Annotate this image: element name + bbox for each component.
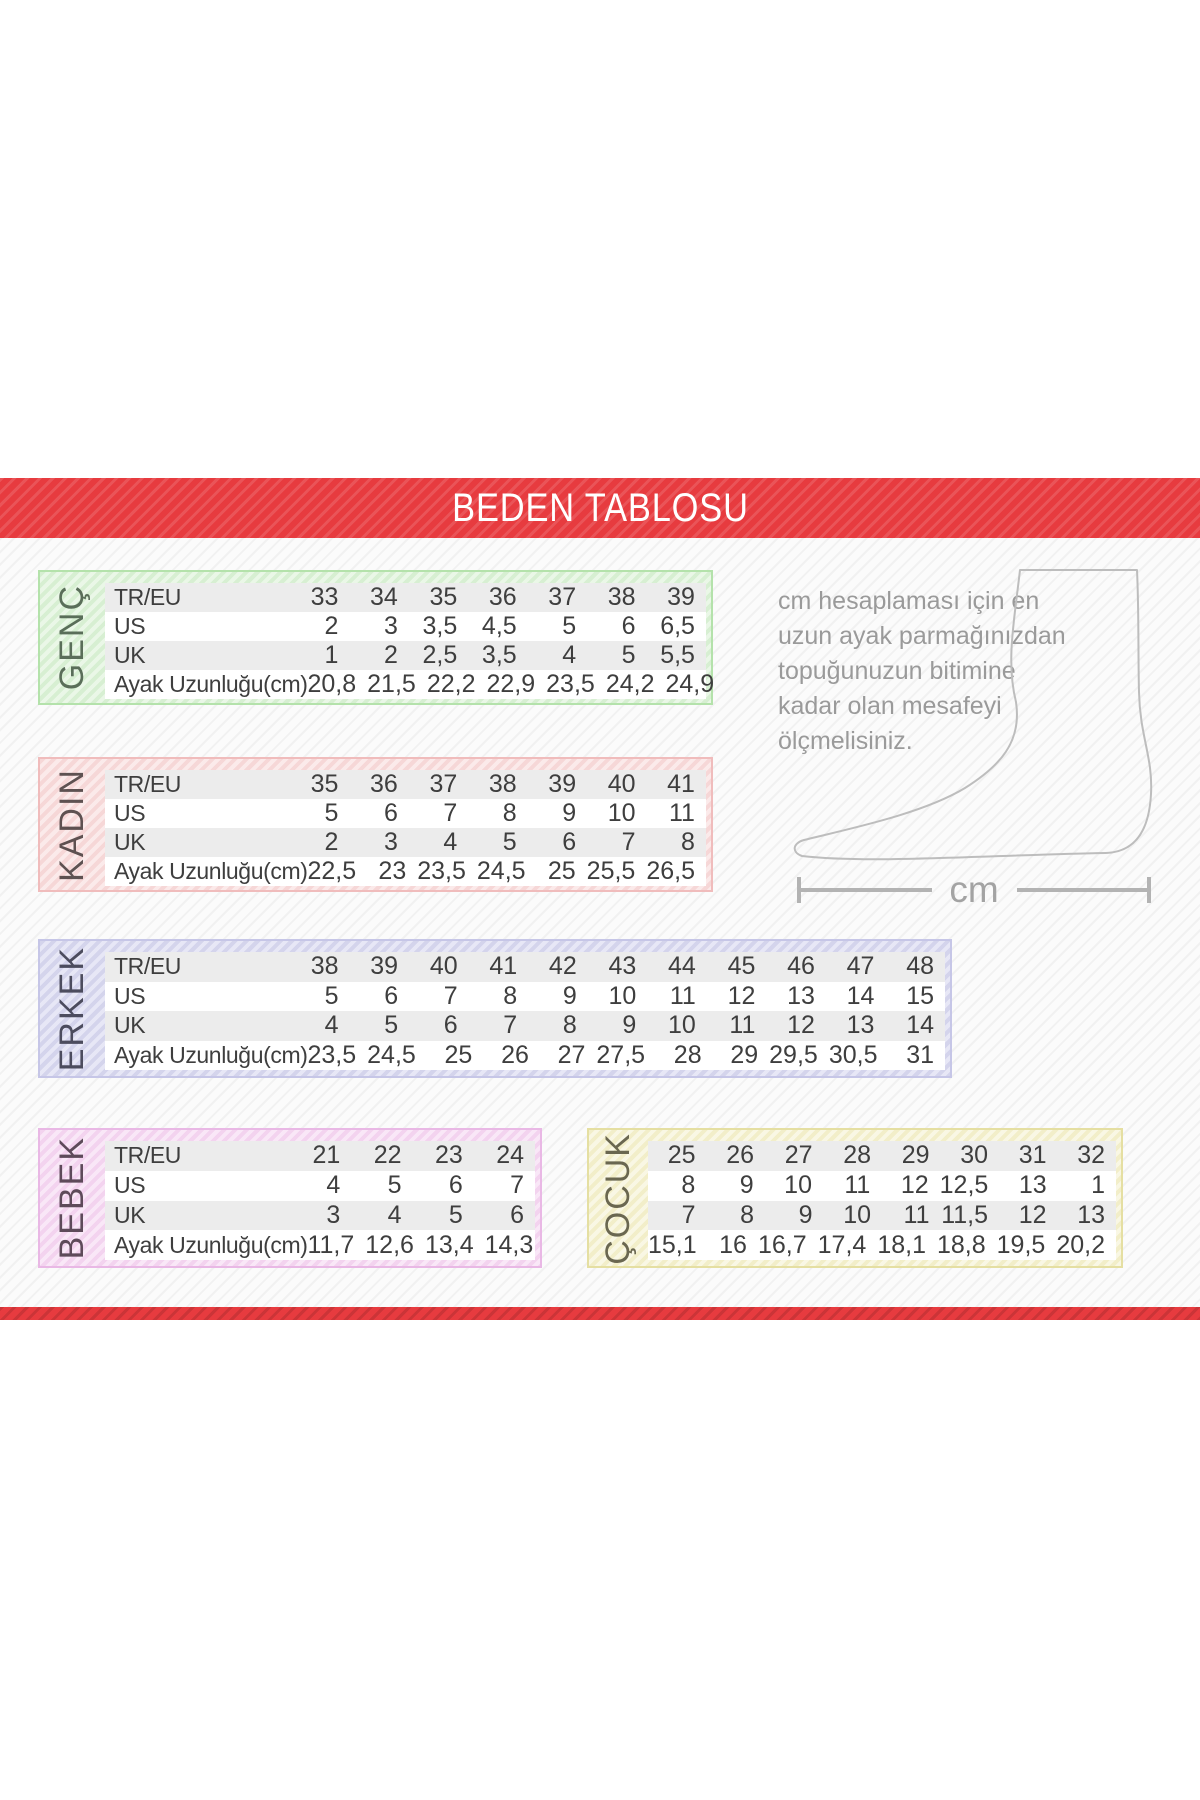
row-header: Ayak Uzunluğu(cm) — [114, 1231, 308, 1258]
size-value: 12 — [1018, 1200, 1047, 1229]
size-value: 2,5 — [422, 641, 458, 669]
size-value: 35 — [310, 770, 339, 798]
size-value: 48 — [906, 952, 935, 981]
size-value: 46 — [787, 952, 815, 981]
size-value: 22,9 — [486, 670, 536, 698]
table-row — [105, 670, 715, 699]
table-row — [105, 982, 945, 1012]
size-value: 22,2 — [426, 670, 476, 698]
size-value: 2 — [383, 641, 398, 669]
size-value: 9 — [622, 1011, 637, 1040]
size-value: 9 — [798, 1200, 813, 1229]
table-row — [105, 641, 706, 670]
size-value: 26 — [501, 1040, 529, 1069]
size-value: 40 — [607, 770, 636, 798]
size-value: 26 — [726, 1141, 754, 1170]
size-value: 3 — [383, 612, 398, 640]
size-value: 7 — [443, 981, 458, 1010]
size-value: 13 — [787, 981, 815, 1010]
size-value: 37 — [548, 583, 577, 611]
bebek-label: BEBEK — [53, 1136, 91, 1260]
size-value: 24 — [496, 1141, 524, 1170]
size-value: 18,8 — [936, 1230, 986, 1259]
kadin-label: KADIN — [53, 767, 91, 882]
row-header: UK — [114, 1201, 146, 1228]
bebek-table — [105, 1141, 535, 1260]
size-value: 24,5 — [476, 857, 526, 885]
row-header: TR/EU — [114, 1142, 182, 1169]
size-value: 29 — [730, 1040, 759, 1069]
size-value: 6 — [383, 799, 398, 827]
size-value: 33 — [310, 583, 339, 611]
row-header: US — [114, 613, 146, 639]
size-value: 6 — [562, 828, 577, 856]
size-value: 10 — [668, 1011, 696, 1040]
size-value: 24,9 — [665, 670, 715, 698]
size-value: 11 — [729, 1011, 756, 1040]
size-value: 12 — [787, 1011, 815, 1040]
size-value: 19,5 — [996, 1230, 1046, 1259]
size-value: 44 — [668, 952, 696, 981]
size-value: 21 — [312, 1141, 341, 1170]
size-value: 5 — [448, 1200, 463, 1229]
size-value: 23 — [378, 857, 407, 885]
cocuk-table — [648, 1141, 1116, 1260]
size-value: 3 — [326, 1200, 341, 1229]
size-chart-header — [0, 478, 1200, 538]
size-value: 3,5 — [481, 641, 517, 669]
bebek-size-table — [38, 1128, 542, 1268]
size-value: 9 — [562, 981, 577, 1010]
size-value: 32 — [1077, 1141, 1105, 1170]
genc-label: GENÇ — [53, 584, 91, 691]
row-header: UK — [114, 829, 146, 855]
instruction-line: topuğunuzun bitimine — [778, 657, 1016, 685]
table-row — [105, 1141, 535, 1171]
size-value: 39 — [548, 770, 577, 798]
size-value: 14,3 — [484, 1230, 534, 1259]
kadin-size-table — [38, 757, 713, 892]
size-value: 10 — [607, 799, 636, 827]
row-header: UK — [114, 1012, 146, 1039]
size-value: 4 — [562, 641, 577, 669]
size-value: 28 — [673, 1040, 702, 1069]
table-row — [105, 952, 945, 982]
size-value: 4 — [324, 1011, 339, 1040]
size-value: 43 — [608, 952, 637, 981]
size-value: 25 — [547, 857, 576, 885]
size-value: 10 — [843, 1200, 871, 1229]
size-value: 6,5 — [660, 612, 695, 640]
size-value: 6 — [384, 981, 399, 1010]
table-row — [105, 1171, 535, 1201]
size-value: 15,1 — [648, 1230, 697, 1259]
size-value: 7 — [503, 1011, 518, 1040]
size-value: 16 — [719, 1230, 747, 1259]
size-value: 20,2 — [1056, 1230, 1105, 1259]
size-value: 27,5 — [596, 1040, 646, 1069]
size-value: 20,8 — [307, 670, 357, 698]
size-value: 1 — [1091, 1171, 1105, 1200]
row-header: TR/EU — [114, 584, 182, 610]
table-row — [105, 770, 706, 799]
size-value: 4 — [387, 1200, 402, 1229]
size-value: 35 — [429, 583, 458, 611]
size-value: 25,5 — [586, 857, 636, 885]
size-value: 5 — [502, 828, 517, 856]
size-value: 5 — [324, 981, 339, 1010]
size-value: 41 — [489, 952, 518, 981]
size-value: 25 — [444, 1040, 473, 1069]
size-value: 9 — [562, 799, 577, 827]
genc-size-table — [38, 570, 713, 705]
size-value: 5 — [562, 612, 577, 640]
cocuk-size-table — [587, 1128, 1123, 1268]
row-header: Ayak Uzunluğu(cm) — [114, 671, 308, 697]
cm-label: cm — [949, 869, 999, 910]
size-value: 1 — [324, 641, 339, 669]
size-value: 15 — [906, 981, 935, 1010]
size-value: 4,5 — [481, 612, 517, 640]
size-value: 2 — [324, 828, 339, 856]
size-value: 5 — [387, 1171, 402, 1200]
size-value: 21,5 — [367, 670, 416, 698]
size-value: 39 — [667, 583, 695, 611]
instruction-line: ölçmelisiniz. — [778, 727, 913, 755]
size-value: 23,5 — [417, 857, 466, 885]
size-value: 39 — [370, 952, 399, 981]
size-value: 11 — [903, 1200, 930, 1229]
size-value: 8 — [740, 1200, 754, 1229]
genc-table — [105, 583, 715, 698]
size-value: 4 — [326, 1171, 341, 1200]
size-value: 37 — [429, 770, 458, 798]
row-header: Ayak Uzunluğu(cm) — [114, 1041, 308, 1068]
row-header: Ayak Uzunluğu(cm) — [114, 858, 308, 884]
instruction-line: cm hesaplaması için en — [778, 587, 1040, 615]
size-value: 31 — [1018, 1141, 1047, 1170]
foot-outline-path — [795, 570, 1152, 859]
size-value: 8 — [503, 981, 518, 1010]
row-header: US — [114, 800, 146, 826]
size-value: 38 — [607, 583, 636, 611]
size-value: 12 — [727, 981, 756, 1010]
table-row — [105, 583, 706, 612]
table-row — [105, 1201, 535, 1231]
size-value: 8 — [562, 1011, 577, 1040]
size-value: 11 — [669, 981, 696, 1010]
table-row — [648, 1201, 1116, 1231]
size-value: 12 — [900, 1171, 929, 1200]
size-value: 26,5 — [646, 857, 696, 885]
size-value: 5 — [324, 799, 339, 827]
size-value: 7 — [443, 799, 458, 827]
size-value: 18,1 — [877, 1230, 926, 1259]
erkek-size-table — [38, 939, 952, 1078]
size-value: 17,4 — [817, 1230, 867, 1259]
size-value: 11,7 — [307, 1230, 355, 1259]
size-value: 40 — [429, 952, 458, 981]
bottom-red-strip — [0, 1307, 1200, 1320]
size-value: 23,5 — [546, 670, 595, 698]
size-value: 13 — [846, 1011, 875, 1040]
size-value: 3,5 — [422, 612, 458, 640]
table-row — [105, 1041, 945, 1071]
size-value: 38 — [310, 952, 339, 981]
table-row — [648, 1171, 1116, 1201]
size-value: 24,5 — [367, 1040, 416, 1069]
size-value: 6 — [621, 612, 636, 640]
table-row — [648, 1141, 1116, 1171]
row-header: UK — [114, 642, 146, 668]
size-value: 11 — [669, 799, 695, 827]
size-value: 10 — [784, 1171, 812, 1200]
size-value: 8 — [502, 799, 517, 827]
size-value: 27 — [557, 1040, 586, 1069]
size-value: 30 — [960, 1141, 988, 1170]
size-value: 12,5 — [939, 1171, 989, 1200]
size-value: 5 — [621, 641, 636, 669]
size-value: 14 — [846, 981, 875, 1010]
row-header: US — [114, 982, 146, 1009]
row-header: TR/EU — [114, 953, 182, 980]
size-value: 23 — [434, 1141, 463, 1170]
size-value: 25 — [667, 1141, 696, 1170]
size-value: 2 — [324, 612, 339, 640]
size-value: 30,5 — [828, 1040, 878, 1069]
size-value: 34 — [370, 583, 398, 611]
size-value: 9 — [739, 1171, 754, 1200]
size-value: 28 — [843, 1141, 871, 1170]
table-row — [105, 828, 706, 857]
size-value: 5 — [384, 1011, 399, 1040]
cocuk-label: ÇOCUK — [599, 1131, 637, 1265]
size-value: 16,7 — [757, 1230, 807, 1259]
size-value: 42 — [548, 952, 577, 981]
table-row — [105, 799, 706, 828]
size-value: 47 — [846, 952, 875, 981]
erkek-label: ERKEK — [53, 945, 91, 1072]
size-value: 10 — [608, 981, 637, 1010]
row-header: TR/EU — [114, 771, 182, 797]
size-value: 6 — [443, 1011, 458, 1040]
size-value: 22 — [373, 1141, 402, 1170]
size-value: 14 — [906, 1011, 935, 1040]
row-header: US — [114, 1172, 146, 1199]
size-value: 3 — [383, 828, 398, 856]
table-row — [105, 1011, 945, 1041]
foot-outline-illustration — [780, 552, 1170, 912]
size-value: 36 — [370, 770, 398, 798]
size-value: 29,5 — [769, 1040, 818, 1069]
table-row — [105, 1230, 535, 1260]
instruction-line: uzun ayak parmağınızdan — [778, 622, 1066, 650]
table-row — [105, 857, 706, 886]
size-value: 23,5 — [307, 1040, 357, 1069]
size-value: 41 — [667, 770, 695, 798]
instruction-line: kadar olan mesafeyi — [778, 692, 1002, 720]
size-value: 24,2 — [605, 670, 655, 698]
size-value: 13 — [1077, 1200, 1105, 1229]
size-value: 12,6 — [365, 1230, 414, 1259]
size-value: 7 — [510, 1171, 524, 1200]
page-title: BEDEN TABLOSU — [451, 485, 749, 530]
size-value: 8 — [681, 828, 695, 856]
erkek-table — [105, 952, 945, 1070]
size-value: 36 — [488, 583, 517, 611]
size-value: 6 — [448, 1171, 463, 1200]
size-value: 13 — [1018, 1171, 1047, 1200]
size-value: 8 — [681, 1171, 696, 1200]
table-row — [648, 1230, 1116, 1260]
size-value: 31 — [906, 1040, 935, 1069]
size-value: 27 — [784, 1141, 813, 1170]
size-value: 13,4 — [424, 1230, 474, 1259]
table-row — [105, 612, 706, 641]
size-value: 11 — [844, 1171, 871, 1200]
size-value: 4 — [443, 828, 458, 856]
size-value: 38 — [488, 770, 517, 798]
size-value: 6 — [510, 1200, 524, 1229]
kadin-table — [105, 770, 706, 884]
size-value: 5,5 — [660, 641, 695, 669]
size-value: 22,5 — [307, 857, 357, 885]
size-value: 11,5 — [941, 1200, 988, 1229]
size-value: 7 — [681, 1200, 696, 1229]
size-value: 7 — [621, 828, 636, 856]
size-value: 45 — [727, 952, 756, 981]
size-value: 29 — [901, 1141, 930, 1170]
